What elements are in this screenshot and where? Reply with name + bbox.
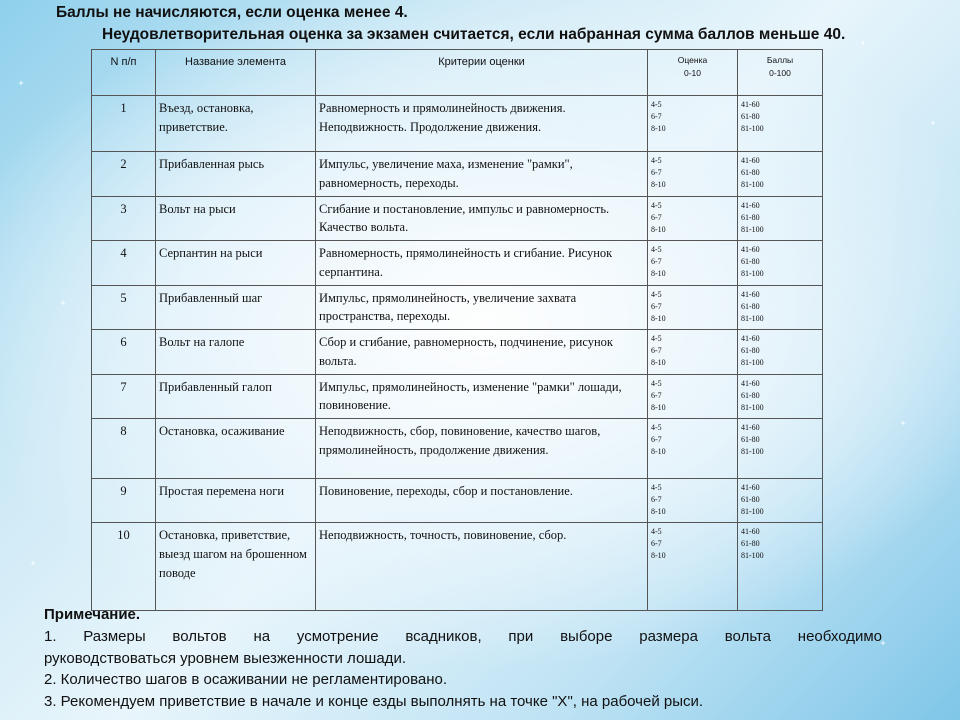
row-score-value: 6-7 (651, 301, 662, 311)
row-score-value: 8-10 (651, 358, 666, 367)
row-points (738, 285, 823, 330)
row-points-value: 61-80 (741, 168, 760, 177)
note-1-line-2: руководствоваться уровнем выезженности лошади. (44, 649, 406, 667)
row-number: 6 (92, 330, 156, 375)
notes-title: Примечание. (44, 606, 141, 623)
row-score-value: 4-5 (651, 527, 662, 536)
notes-section (44, 604, 882, 713)
col-number: N п/п (92, 50, 156, 96)
row-score-value: 6-7 (651, 390, 662, 400)
header-line-1: Баллы не начисляются, если оценка менее 4. (56, 4, 408, 21)
row-score-value: 8-10 (651, 313, 666, 323)
row-number: 4 (92, 241, 156, 286)
row-score (648, 523, 738, 611)
row-points-value: 61-80 (741, 112, 760, 121)
row-points-value: 81-100 (741, 358, 764, 367)
row-points-value: 61-80 (741, 435, 760, 444)
row-score (648, 96, 738, 152)
row-score (648, 196, 738, 241)
row-criteria: Неподвижность, точность, повиновение, сбор. (316, 523, 648, 611)
row-score (648, 285, 738, 330)
row-points (738, 523, 823, 611)
row-criteria: Импульс, увеличение маха, изменение "рамки", равномерность, переходы. (316, 152, 648, 197)
row-points (738, 479, 823, 523)
row-score-value: 6-7 (651, 346, 662, 355)
col-element-name: Название элемента (156, 50, 316, 96)
row-points-value: 81-100 (741, 124, 764, 133)
row-score-value: 4-5 (651, 483, 662, 492)
row-points-value: 41-60 (741, 289, 760, 299)
row-points (738, 241, 823, 286)
row-element-name: Прибавленный галоп (156, 374, 316, 419)
row-points-value: 41-60 (741, 378, 760, 388)
row-criteria: Импульс, прямолинейность, увеличение захвата пространства, переходы. (316, 285, 648, 330)
row-points-value: 41-60 (741, 200, 760, 210)
note-1-line-1: 1. Размеры вольтов на усмотрение всадников, при выборе размера вольта необходимо (44, 627, 882, 645)
evaluation-table (91, 49, 823, 611)
table-header-row (92, 50, 823, 96)
row-points-value: 81-100 (741, 447, 764, 456)
table-row (92, 374, 823, 419)
row-number: 2 (92, 152, 156, 197)
row-criteria: Неподвижность, сбор, повиновение, качество шагов, прямолинейность, продолжение движения. (316, 419, 648, 479)
row-points-value: 61-80 (741, 539, 760, 548)
row-element-name: Остановка, осаживание (156, 419, 316, 479)
row-element-name: Прибавленная рысь (156, 152, 316, 197)
row-points (738, 196, 823, 241)
row-element-name: Въезд, остановка, приветствие. (156, 96, 316, 152)
table-row (92, 285, 823, 330)
row-score-value: 8-10 (651, 224, 666, 234)
row-score-value: 8-10 (651, 402, 666, 412)
row-score-value: 6-7 (651, 435, 662, 444)
table-row (92, 523, 823, 611)
table-row (92, 419, 823, 479)
row-score-value: 8-10 (651, 124, 666, 133)
row-number: 1 (92, 96, 156, 152)
row-score-value: 4-5 (651, 423, 662, 432)
row-points-value: 61-80 (741, 346, 760, 355)
header-line-2: Неудовлетворительная оценка за экзамен считается, если набранная сумма баллов меньше 40. (102, 26, 846, 43)
row-element-name: Вольт на галопе (156, 330, 316, 375)
row-score-value: 6-7 (651, 539, 662, 548)
row-points-value: 81-100 (741, 313, 764, 323)
row-element-name: Серпантин на рыси (156, 241, 316, 286)
row-score-value: 6-7 (651, 112, 662, 121)
row-element-name: Вольт на рыси (156, 196, 316, 241)
row-points-value: 61-80 (741, 390, 760, 400)
row-score (648, 374, 738, 419)
col-criteria: Критерии оценки (316, 50, 648, 96)
row-number: 8 (92, 419, 156, 479)
row-number: 7 (92, 374, 156, 419)
row-number: 5 (92, 285, 156, 330)
row-points-value: 61-80 (741, 257, 760, 266)
row-criteria: Сбор и сгибание, равномерность, подчинение, рисунок вольта. (316, 330, 648, 375)
row-points-value: 41-60 (741, 156, 760, 165)
row-points (738, 152, 823, 197)
row-points (738, 374, 823, 419)
row-score (648, 479, 738, 523)
row-points-value: 41-60 (741, 334, 760, 343)
row-element-name: Простая перемена ноги (156, 479, 316, 523)
row-points (738, 419, 823, 479)
col-points: Баллы 0-100 (738, 50, 823, 96)
row-score (648, 241, 738, 286)
table-row (92, 196, 823, 241)
row-criteria: Сгибание и постановление, импульс и равномерность. Качество вольта. (316, 196, 648, 241)
row-points-value: 41-60 (741, 483, 760, 492)
row-points-value: 41-60 (741, 527, 760, 536)
row-score-value: 8-10 (651, 269, 666, 278)
note-3: 3. Рекомендуем приветствие в начале и конце езды выполнять на точке "Х", на рабочей рыси. (44, 693, 704, 710)
row-points (738, 96, 823, 152)
row-score (648, 330, 738, 375)
row-score-value: 4-5 (651, 156, 662, 165)
row-points-value: 81-100 (741, 269, 764, 278)
row-score-value: 4-5 (651, 100, 662, 109)
row-points-value: 41-60 (741, 245, 760, 254)
row-points-value: 81-100 (741, 224, 764, 234)
row-score (648, 419, 738, 479)
row-score-value: 6-7 (651, 212, 662, 222)
row-element-name: Прибавленный шаг (156, 285, 316, 330)
col-score: Оценка 0-10 (648, 50, 738, 96)
note-2: 2. Количество шагов в осаживании не регламентировано. (44, 671, 448, 689)
row-points-value: 41-60 (741, 100, 760, 109)
row-score-value: 8-10 (651, 551, 666, 560)
table-row (92, 479, 823, 523)
row-score-value: 4-5 (651, 378, 662, 388)
row-score-value: 6-7 (651, 168, 662, 177)
table-row (92, 152, 823, 197)
row-score-value: 6-7 (651, 495, 662, 504)
row-score-value: 8-10 (651, 447, 666, 456)
row-points-value: 41-60 (741, 423, 760, 432)
row-score-value: 8-10 (651, 507, 666, 516)
row-points-value: 81-100 (741, 507, 764, 516)
row-points-value: 81-100 (741, 551, 764, 560)
row-score-value: 4-5 (651, 334, 662, 343)
row-criteria: Равномерность и прямолинейность движения. Неподвижность. Продолжение движения. (316, 96, 648, 152)
row-criteria: Равномерность, прямолинейность и сгибание. Рисунок серпантина. (316, 241, 648, 286)
table-row (92, 330, 823, 375)
row-score-value: 4-5 (651, 289, 662, 299)
row-element-name: Остановка, приветствие, выезд шагом на брошенном поводе (156, 523, 316, 611)
row-score (648, 152, 738, 197)
row-points-value: 81-100 (741, 402, 764, 412)
row-points (738, 330, 823, 375)
row-score-value: 4-5 (651, 200, 662, 210)
table-row (92, 96, 823, 152)
row-criteria: Повиновение, переходы, сбор и постановление. (316, 479, 648, 523)
row-number: 10 (92, 523, 156, 611)
row-points-value: 61-80 (741, 301, 760, 311)
table-row (92, 241, 823, 286)
row-score-value: 6-7 (651, 257, 662, 266)
row-score-value: 8-10 (651, 180, 666, 189)
row-number: 3 (92, 196, 156, 241)
row-number: 9 (92, 479, 156, 523)
row-points-value: 61-80 (741, 212, 760, 222)
row-criteria: Импульс, прямолинейность, изменение "рамки" лошади, повиновение. (316, 374, 648, 419)
row-points-value: 61-80 (741, 495, 760, 504)
row-score-value: 4-5 (651, 245, 662, 254)
row-points-value: 81-100 (741, 180, 764, 189)
